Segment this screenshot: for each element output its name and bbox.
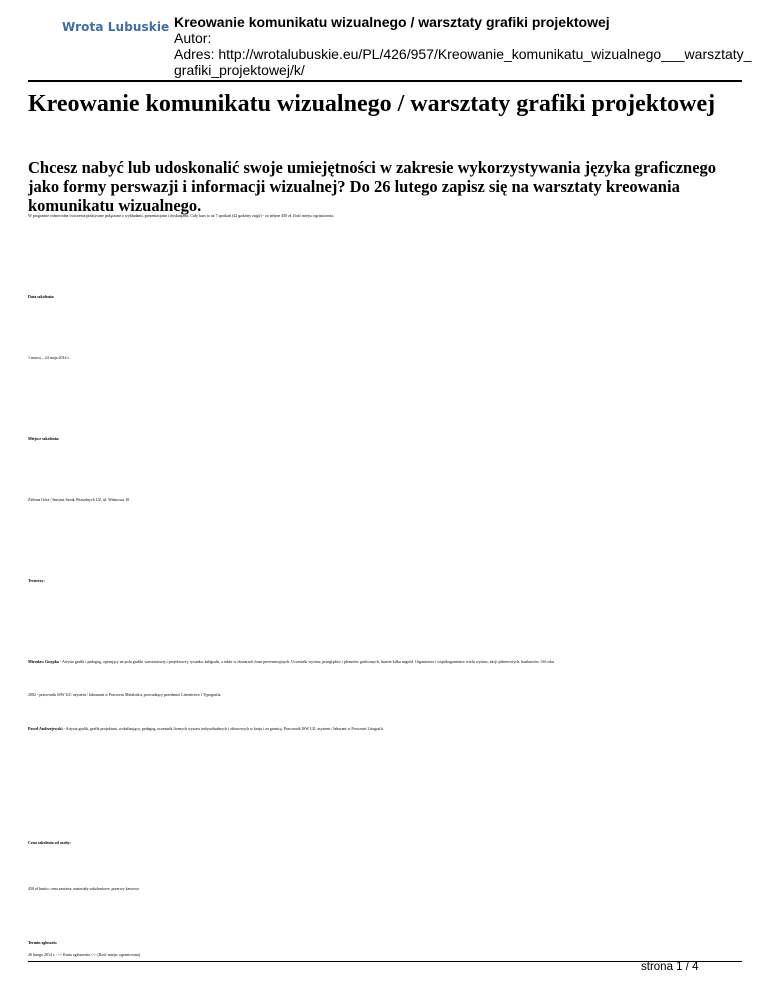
trainer-1-name: Mirosław Gnypka (28, 659, 59, 664)
page-number: strona 1 / 4 (641, 961, 699, 973)
place-value: Zielona Góra / Instytut Sztuk Wizualnych UZ, ul. Wiśniowa 10 (28, 497, 130, 502)
trainer-2-text: - Artysta grafik, grafik projektant, wokalizujący, pedagog, uczestnik licznych wystaw indywidualnych i zbiorowych w kraju i za granicą. Pracownik ISW UZ: asystent / laborant w Pracowni Litografii. (62, 726, 384, 731)
article-title: Kreowanie komunikatu wizualnego / warsztaty grafiki projektowej (28, 91, 716, 117)
trainer-1-bio (28, 659, 554, 664)
deadline-label: Termin zgłoszeń: (28, 940, 58, 945)
header-address: Adres: http://wrotalubuskie.eu/PL/426/957/Kreowanie_komunikatu_wizualnego___warsztaty_grafiki_projektowej/k/ (174, 46, 752, 78)
trainer-1-bio-cont: 2002 - pracownik ISW UZ: asystent / labourant w Pracowni Metalodru, prowadzący przedmiot Liternictwo i Typografia. (28, 692, 222, 697)
deadline-value: 26 lutego 2014 r. ->> Karta zgłoszenia <<- (Ilość miejsc ograniczona) (28, 952, 140, 957)
price-value: 450 zł brutto: cena zawiera: materiały szkoleniowe, przerwy kawowe (28, 886, 139, 891)
price-label: Cena szkolenia od osoby: (28, 840, 72, 845)
print-header (174, 14, 754, 78)
date-label: Data szkolenia: (28, 294, 55, 299)
article-lead: Chcesz nabyć lub udoskonalić swoje umiejętności w zakresie wykorzystywania języka graficznego jako formy perswazji i informacji wizualnej? Do 26 lutego zapisz się na warsztaty kreowania komunikatu wizualnego. (28, 158, 717, 215)
header-title: Kreowanie komunikatu wizualnego / warsztaty grafiki projektowej (174, 14, 610, 30)
intro-text: W programie różnorodne ćwiczenia praktyczne połączone z wykładami, prezentacjami i dyskusjami. Cały kurs to aż 7 spotkań (42 godziny zajęć) - za jedyne 450 zł. Ilość miejsc ograniczona. (28, 213, 334, 218)
footer-divider (28, 961, 742, 962)
trainer-1-text: - Artysta grafik i pedagog, operujący na polu grafiki warsztatowej i projektowej, rysunku, kaligrafii, a także w obszarach form prezentacyjnych. Uczestnik wystaw, przeglądów i plenerów graficznych, laureat kilku nagród. Organizator i współorganizator wielu wystaw, akcji plenerowych, konkursów. Od roku (58, 659, 554, 664)
trainer-2-bio (28, 726, 384, 731)
date-value: 1 marca – 24 maja 2014 r. (28, 355, 70, 360)
trainers-label: Trenerzy: (28, 578, 45, 583)
place-label: Miejsce szkolenia: (28, 436, 60, 441)
site-logo: Wrota Lubuskie (62, 20, 170, 34)
trainer-2-name: Paweł Andrzejewski (28, 726, 63, 731)
header-author: Autor: (174, 30, 212, 46)
header-divider (28, 80, 742, 82)
